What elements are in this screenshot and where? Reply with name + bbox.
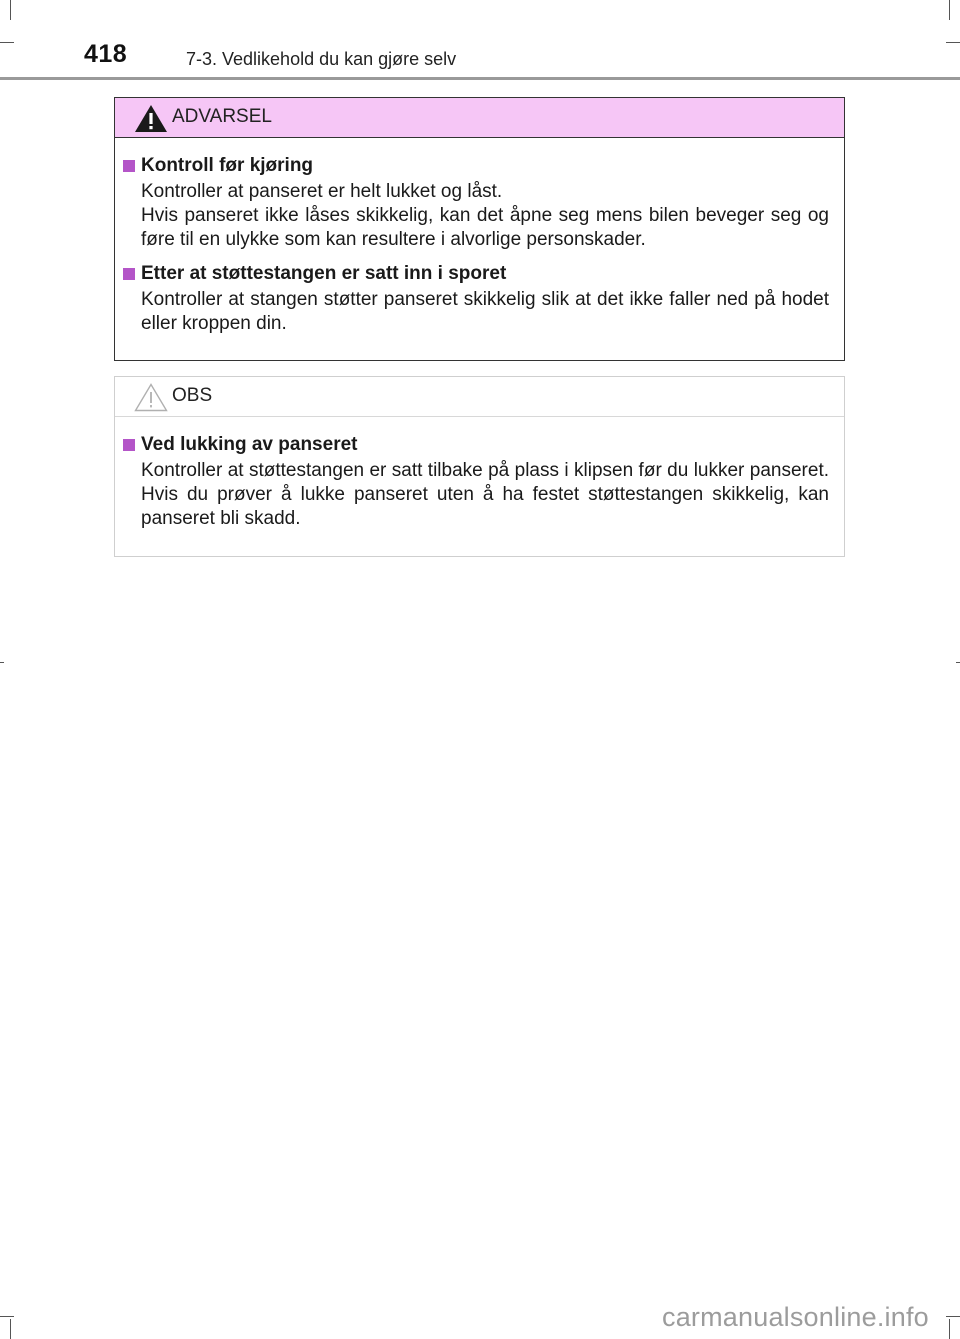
item-text	[141, 288, 829, 336]
caution-box-body	[115, 417, 844, 531]
warning-triangle-filled-icon	[134, 104, 168, 133]
page-number: 418	[84, 40, 128, 68]
header-divider	[0, 77, 960, 80]
warning-box-header	[115, 98, 844, 138]
item-heading-text: Etter at støttestangen er satt inn i sporet	[141, 263, 507, 284]
caution-box	[114, 376, 845, 557]
caution-triangle-outline-icon	[134, 383, 168, 412]
crop-mark	[946, 42, 960, 43]
crop-mark	[949, 0, 950, 20]
item-paragraph: Hvis panseret ikke låses skikkelig, kan det åpne seg mens bilen beveger seg og føre til en ulykke som kan resultere i alvorlige personskader.	[141, 205, 829, 250]
crop-mark	[10, 0, 11, 20]
crop-mark	[956, 662, 960, 663]
item-heading	[123, 152, 829, 180]
warning-box-label: ADVARSEL	[172, 106, 272, 127]
crop-mark	[10, 1319, 11, 1339]
list-item	[123, 431, 829, 531]
item-paragraph: Kontroller at stangen støtter panseret skikkelig slik at det ikke faller ned på hodet eller kroppen din.	[141, 289, 829, 334]
square-bullet-icon	[123, 160, 135, 172]
caution-box-header	[115, 377, 844, 417]
watermark: carmanualsonline.info	[662, 1302, 929, 1332]
crop-mark	[949, 1319, 950, 1339]
item-text	[141, 180, 829, 252]
item-heading-text: Ved lukking av panseret	[141, 434, 358, 455]
crop-mark	[0, 662, 4, 663]
item-text	[141, 459, 829, 531]
item-heading-text: Kontroll før kjøring	[141, 155, 314, 176]
section-title: 7-3. Vedlikehold du kan gjøre selv	[186, 49, 457, 69]
crop-mark	[946, 1316, 960, 1317]
item-heading	[123, 260, 829, 288]
warning-box-body	[115, 138, 844, 336]
item-paragraph: Kontroller at støttestangen er satt tilbake på plass i klipsen før du lukker panseret. Hvis du prøver å lukke panseret uten å ha festet støttestangen skikkelig, kan panseret bli skadd.	[141, 460, 829, 529]
crop-mark	[0, 42, 14, 43]
list-item	[123, 260, 829, 336]
item-heading	[123, 431, 829, 459]
caution-box-label: OBS	[172, 385, 213, 406]
square-bullet-icon	[123, 268, 135, 280]
item-paragraph: Kontroller at panseret er helt lukket og låst.	[141, 181, 503, 202]
square-bullet-icon	[123, 439, 135, 451]
crop-mark	[0, 1316, 14, 1317]
warning-box	[114, 97, 845, 361]
list-item	[123, 152, 829, 252]
